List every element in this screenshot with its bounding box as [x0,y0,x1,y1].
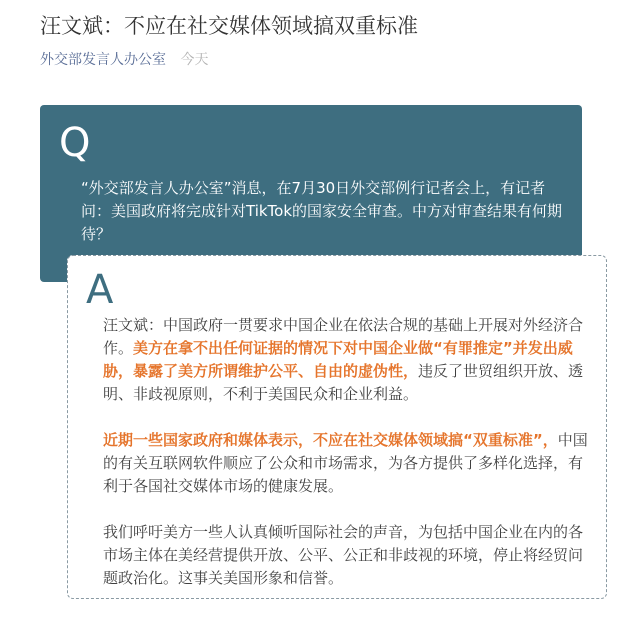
account-name-link[interactable]: 外交部发言人办公室 [40,52,166,68]
answer-card [67,255,607,599]
article-title: 汪文斌：不应在社交媒体领域搞双重标准 [40,14,418,38]
article-meta [40,50,208,70]
question-letter: Q [59,120,91,166]
answer-p2-rest: 中国的有关互联网软件顺应了公众和市场需求，为各方提供了多样化选择，有利于各国社交媒体市场的健康发展。 [103,431,588,495]
question-text: “外交部发言人办公室”消息，在7月30日外交部例行记者会上，有记者问：美国政府将完成针对TikTok的国家安全审查。中方对审查结果有何期待？ [81,179,563,243]
answer-letter: A [86,267,114,313]
answer-paragraph-3: 我们呼吁美方一些人认真倾听国际社会的声音，为包括中国企业在内的各市场主体在美经营提供开放、公平、公正和非歧视的环境，停止将经贸问题政治化。这事关美国形象和信誉。 [103,523,584,587]
answer-paragraph-1 [103,314,593,406]
answer-p1-rest: 违反了世贸组织开放、透明、非歧视原则，不利于美国民众和企业利益。 [103,362,584,403]
answer-p1-intro: 汪文斌：中国政府一贯要求中国企业在依法合规的基础上开展对外经济合作。 [103,316,584,357]
answer-body [103,314,593,590]
answer-paragraph-2 [103,429,593,498]
answer-p1-highlight: 美方在拿不出任何证据的情况下对中国企业做“有罪推定”并发出威胁，暴露了美方所谓维护公平、自由的虚伪性， [103,339,573,380]
publish-date: 今天 [180,52,209,68]
answer-p2-highlight: 近期一些国家政府和媒体表示，不应在社交媒体领域搞“双重标准”， [103,431,558,449]
